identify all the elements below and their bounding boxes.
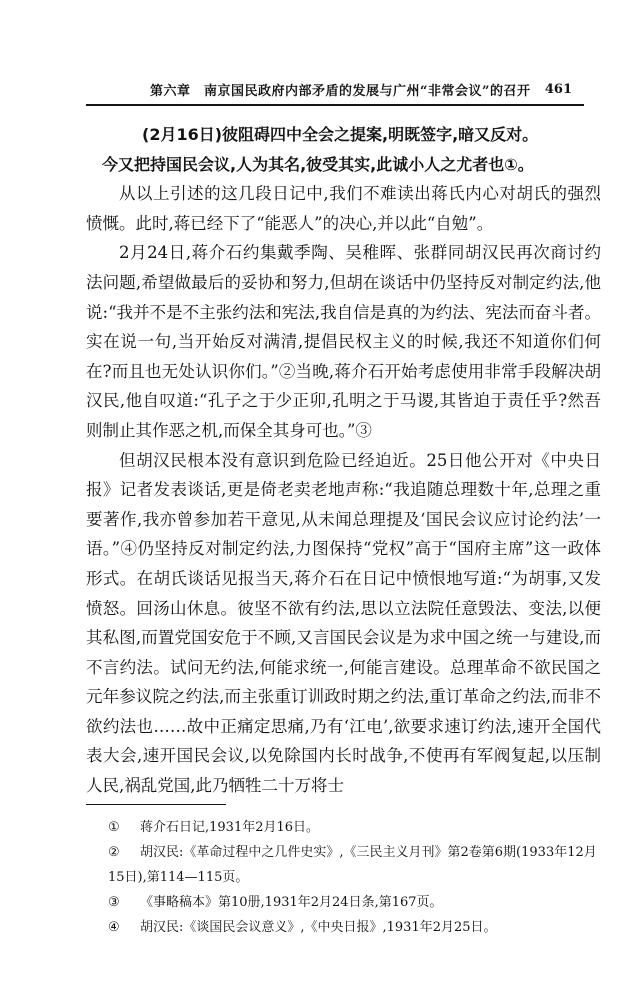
- footnote-2: [86, 840, 601, 890]
- header-rule: [86, 104, 584, 106]
- body-text: [86, 120, 601, 801]
- footnote-marker: ②: [108, 845, 120, 860]
- page-number: 461: [544, 82, 572, 97]
- quote-line-2: 今又把持国民会议,人为其名,彼受其实,此诚小人之尤者也①。: [102, 154, 534, 174]
- footnote-1: [86, 815, 601, 840]
- footnote-text: 胡汉民:《革命过程中之几件史实》,《三民主义月刊》第2卷第6期(1933年12月15日),第114—115页。: [108, 845, 597, 885]
- footnotes: [86, 815, 601, 940]
- footnote-text: 《事略稿本》第10册,1931年2月24日条,第167页。: [140, 895, 443, 910]
- footnote-text: 蒋介石日记,1931年2月16日。: [140, 820, 320, 835]
- paragraph-1: 从以上引述的这几段日记中,我们不难读出蒋氏内心对胡氏的强烈愤慨。此时,蒋已经下了“能恶人”的决心,并以此“自勉”。: [86, 184, 601, 233]
- running-header: 第六章 南京国民政府内部矛盾的发展与广州“非常会议”的召开: [150, 84, 531, 99]
- footnote-marker: ①: [108, 820, 120, 835]
- footnote-marker: ④: [108, 920, 120, 935]
- footnote-divider: [86, 804, 226, 805]
- paragraph-2: 2月24日,蒋介石约集戴季陶、吴稚晖、张群同胡汉民再次商讨约法问题,希望做最后的妥协和努力,但胡在谈话中仍坚持反对制定约法,他说:“我并不是不主张约法和宪法,我自信是真的为约法、宪法而奋斗者。实在说一句,当开始反对满清,提倡民权主义的时候,我还不知道你们何在?而且也无处认识你们。”②当晚,蒋介石开始考虑使用非常手段解决胡汉民,他自叹道:“孔子之于少正卯,孔明之于马谡,其皆迫于责任乎?然吾则制止其作恶之机,而保全其身可也。”③: [86, 243, 601, 440]
- paragraph-3: 但胡汉民根本没有意识到危险已经迫近。25日他公开对《中央日报》记者发表谈话,更是倚老卖老地声称:“我追随总理数十年,总理之重要著作,我亦曾参加若干意见,从未闻总理提及‘国民会议应讨论约法’一语。”④仍坚持反对制定约法,力图保持“党权”高于“国府主席”这一政体形式。在胡氏谈话见报当天,蒋介石在日记中愤恨地写道:“为胡事,又发愤怒。回汤山休息。彼坚不欲有约法,思以立法院任意毁法、变法,以便其私图,而置党国安危于不顾,又言国民会议是为求中国之统一与建设,而不言约法。试问无约法,何能求统一,何能言建设。总理革命不欲民国之元年参议院之约法,而主张重订训政时期之约法,重订革命之约法,而非不欲约法也……故中正痛定思痛,乃有‘江电’,欲要求速订约法,速开全国代表大会,速开国民会议,以免除国内长时战争,不使再有军阀复起,以压制人民,祸乱党国,此乃牺牲二十万将士: [86, 450, 601, 796]
- quote-line-1: (2月16日)彼阻碍四中全会之提案,明既签字,暗又反对。: [142, 125, 539, 144]
- footnote-text: 胡汉民:《谈国民会议意义》,《中央日报》,1931年2月25日。: [140, 920, 497, 935]
- footnote-4: [86, 915, 601, 940]
- footnote-marker: ③: [108, 895, 120, 910]
- footnote-3: [86, 890, 601, 915]
